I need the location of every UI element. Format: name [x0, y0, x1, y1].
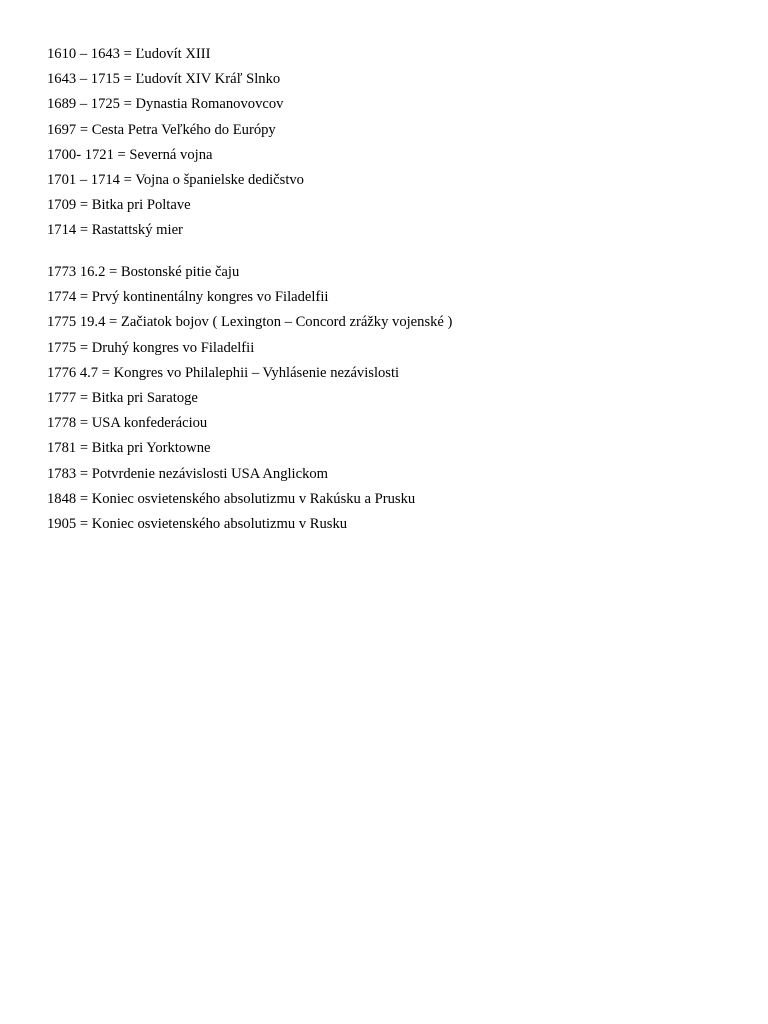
timeline-entry: 1848 = Koniec osvietenského absolutizmu v Rakúsku a Prusku — [47, 490, 416, 507]
timeline-entry: 1775 = Druhý kongres vo Filadelfii — [47, 339, 255, 356]
timeline-section-american-revolution — [47, 260, 452, 537]
timeline-section-early-modern — [47, 42, 304, 244]
timeline-entry: 1714 = Rastattský mier — [47, 222, 183, 239]
timeline-entry: 1775 19.4 = Začiatok bojov ( Lexington – Concord zrážky vojenské ) — [47, 314, 453, 331]
timeline-entry: 1610 – 1643 = Ľudovít XIII — [47, 46, 211, 62]
timeline-entry: 1643 – 1715 = Ľudovít XIV Kráľ Slnko — [47, 71, 281, 88]
timeline-entry: 1905 = Koniec osvietenského absolutizmu v Rusku — [47, 515, 348, 532]
timeline-entry: 1689 – 1725 = Dynastia Romanovovcov — [47, 96, 284, 113]
timeline-entry: 1783 = Potvrdenie nezávislosti USA Anglickom — [47, 465, 329, 482]
timeline-entry: 1773 16.2 = Bostonské pitie čaju — [47, 264, 240, 280]
timeline-entry: 1776 4.7 = Kongres vo Philalephii – Vyhlásenie nezávislosti — [47, 364, 400, 381]
timeline-entry: 1700- 1721 = Severná vojna — [47, 146, 213, 163]
timeline-entry: 1777 = Bitka pri Saratoge — [47, 389, 198, 406]
timeline-entry: 1701 – 1714 = Vojna o španielske dedičstvo — [47, 171, 304, 188]
timeline-entry: 1778 = USA konfederáciou — [47, 415, 208, 432]
timeline-entry: 1781 = Bitka pri Yorktowne — [47, 440, 211, 457]
timeline-entry: 1697 = Cesta Petra Veľkého do Európy — [47, 121, 276, 138]
timeline-entry: 1774 = Prvý kontinentálny kongres vo Filadelfii — [47, 289, 329, 306]
timeline-entry: 1709 = Bitka pri Poltave — [47, 197, 191, 214]
